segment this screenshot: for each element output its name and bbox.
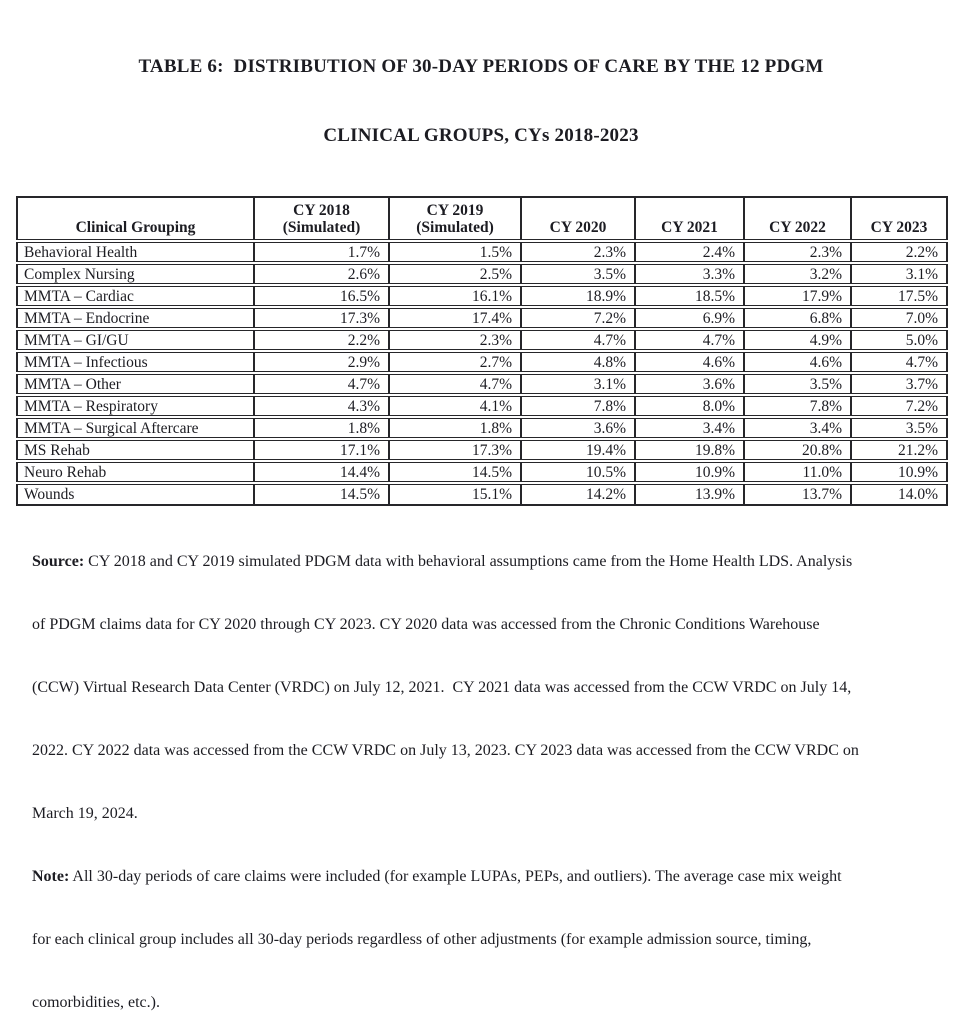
column-header-cy2018 <box>254 197 389 241</box>
column-header-label: CY 2023 <box>870 219 928 236</box>
column-header-label: CY 2019 <box>426 202 484 219</box>
percent-value-cell: 3.1% <box>521 373 635 395</box>
percent-value-cell: 3.6% <box>635 373 744 395</box>
percent-value-cell: 1.8% <box>389 417 521 439</box>
source-note-text: CY 2018 and CY 2019 simulated PDGM data with behavioral assumptions came from the Home Health LDS. Analysis <box>84 553 853 570</box>
source-note-line <box>32 551 948 572</box>
table-row <box>17 439 947 461</box>
note-line: for each clinical group includes all 30-day periods regardless of other adjustments (for example admission source, timing, <box>32 931 812 948</box>
clinical-group-cell: MMTA – Other <box>17 373 254 395</box>
percent-value-cell: 14.5% <box>389 461 521 483</box>
clinical-group-cell: Neuro Rehab <box>17 461 254 483</box>
percent-value-cell: 3.3% <box>635 263 744 285</box>
table-body <box>17 241 947 505</box>
percent-value-cell: 19.4% <box>521 439 635 461</box>
table-notes <box>32 509 948 1034</box>
percent-value-cell: 2.4% <box>635 241 744 263</box>
percent-value-cell: 4.8% <box>521 351 635 373</box>
percent-value-cell: 17.5% <box>851 285 947 307</box>
percent-value-cell: 4.7% <box>254 373 389 395</box>
table-row <box>17 285 947 307</box>
percent-value-cell: 4.1% <box>389 395 521 417</box>
percent-value-cell: 7.2% <box>851 395 947 417</box>
percent-value-cell: 18.9% <box>521 285 635 307</box>
percent-value-cell: 17.4% <box>389 307 521 329</box>
column-header-cy2020 <box>521 197 635 241</box>
note-line: comorbidities, etc.). <box>32 994 160 1011</box>
percent-value-cell: 3.5% <box>744 373 851 395</box>
percent-value-cell: 20.8% <box>744 439 851 461</box>
percent-value-cell: 4.7% <box>521 329 635 351</box>
percent-value-cell: 2.3% <box>389 329 521 351</box>
percent-value-cell: 7.8% <box>521 395 635 417</box>
table-row <box>17 241 947 263</box>
source-note-line: of PDGM claims data for CY 2020 through CY 2023. CY 2020 data was accessed from the Chronic Conditions Warehouse <box>32 616 820 633</box>
clinical-group-cell: MMTA – Cardiac <box>17 285 254 307</box>
percent-value-cell: 4.7% <box>851 351 947 373</box>
percent-value-cell: 11.0% <box>744 461 851 483</box>
table-header <box>17 197 947 241</box>
clinical-group-cell: MMTA – Endocrine <box>17 307 254 329</box>
column-header-cy2023 <box>851 197 947 241</box>
percent-value-cell: 8.0% <box>635 395 744 417</box>
percent-value-cell: 2.7% <box>389 351 521 373</box>
column-header-cy2022 <box>744 197 851 241</box>
percent-value-cell: 7.8% <box>744 395 851 417</box>
percent-value-cell: 13.9% <box>635 483 744 505</box>
column-header-label: CY 2022 <box>769 219 826 236</box>
table-title <box>0 9 962 170</box>
percent-value-cell: 3.4% <box>744 417 851 439</box>
source-note-line: March 19, 2024. <box>32 805 138 822</box>
header-row <box>17 197 947 241</box>
clinical-group-cell: MMTA – Infectious <box>17 351 254 373</box>
percent-value-cell: 2.3% <box>521 241 635 263</box>
table-title-line1: TABLE 6: DISTRIBUTION OF 30-DAY PERIODS OF CARE BY THE 12 PDGM <box>138 56 824 77</box>
percent-value-cell: 3.4% <box>635 417 744 439</box>
column-header-label: CY 2020 <box>549 219 607 236</box>
percent-value-cell: 2.2% <box>254 329 389 351</box>
clinical-group-cell: Behavioral Health <box>17 241 254 263</box>
table-row <box>17 461 947 483</box>
percent-value-cell: 3.5% <box>851 417 947 439</box>
percent-value-cell: 17.1% <box>254 439 389 461</box>
column-header-sublabel: (Simulated) <box>282 219 361 236</box>
table-row <box>17 417 947 439</box>
percent-value-cell: 10.5% <box>521 461 635 483</box>
percent-value-cell: 3.5% <box>521 263 635 285</box>
percent-value-cell: 4.6% <box>635 351 744 373</box>
clinical-group-cell: MMTA – Respiratory <box>17 395 254 417</box>
percent-value-cell: 4.9% <box>744 329 851 351</box>
percent-value-cell: 16.5% <box>254 285 389 307</box>
percent-value-cell: 16.1% <box>389 285 521 307</box>
source-note-line: (CCW) Virtual Research Data Center (VRDC) on July 12, 2021. CY 2021 data was accessed from the CCW VRDC on July 14, <box>32 679 852 696</box>
percent-value-cell: 13.7% <box>744 483 851 505</box>
percent-value-cell: 21.2% <box>851 439 947 461</box>
percent-value-cell: 3.6% <box>521 417 635 439</box>
percent-value-cell: 2.9% <box>254 351 389 373</box>
percent-value-cell: 17.9% <box>744 285 851 307</box>
percent-value-cell: 1.5% <box>389 241 521 263</box>
column-header-sublabel: (Simulated) <box>416 219 494 236</box>
percent-value-cell: 14.2% <box>521 483 635 505</box>
percent-value-cell: 15.1% <box>389 483 521 505</box>
percent-value-cell: 18.5% <box>635 285 744 307</box>
note-text: All 30-day periods of care claims were included (for example LUPAs, PEPs, and outliers). The average case mix weight <box>69 868 842 885</box>
percent-value-cell: 14.5% <box>254 483 389 505</box>
percent-value-cell: 10.9% <box>851 461 947 483</box>
clinical-group-cell: MS Rehab <box>17 439 254 461</box>
percent-value-cell: 17.3% <box>254 307 389 329</box>
percent-value-cell: 7.2% <box>521 307 635 329</box>
table-row <box>17 351 947 373</box>
column-header-label: CY 2021 <box>661 219 718 236</box>
source-note-line: 2022. CY 2022 data was accessed from the CCW VRDC on July 13, 2023. CY 2023 data was accessed from the CCW VRDC on <box>32 742 859 759</box>
percent-value-cell: 3.2% <box>744 263 851 285</box>
table-row <box>17 373 947 395</box>
percent-value-cell: 6.9% <box>635 307 744 329</box>
table-row <box>17 329 947 351</box>
column-header-label: Clinical Grouping <box>75 219 196 236</box>
note-line <box>32 866 948 887</box>
percent-value-cell: 2.3% <box>744 241 851 263</box>
percent-value-cell: 17.3% <box>389 439 521 461</box>
percent-value-cell: 2.6% <box>254 263 389 285</box>
column-header-cy2021 <box>635 197 744 241</box>
column-header-clinical-grouping <box>17 197 254 241</box>
percent-value-cell: 4.6% <box>744 351 851 373</box>
percent-value-cell: 3.1% <box>851 263 947 285</box>
percent-value-cell: 10.9% <box>635 461 744 483</box>
clinical-group-cell: MMTA – Surgical Aftercare <box>17 417 254 439</box>
column-header-cy2019 <box>389 197 521 241</box>
pdgm-distribution-table <box>16 196 948 506</box>
percent-value-cell: 14.4% <box>254 461 389 483</box>
clinical-group-cell: MMTA – GI/GU <box>17 329 254 351</box>
table-row <box>17 483 947 505</box>
percent-value-cell: 4.3% <box>254 395 389 417</box>
percent-value-cell: 4.7% <box>635 329 744 351</box>
column-header-label: CY 2018 <box>293 202 350 219</box>
percent-value-cell: 2.5% <box>389 263 521 285</box>
percent-value-cell: 19.8% <box>635 439 744 461</box>
percent-value-cell: 1.7% <box>254 241 389 263</box>
note-label: Note: <box>32 868 70 885</box>
percent-value-cell: 4.7% <box>389 373 521 395</box>
table-row <box>17 307 947 329</box>
source-label: Source: <box>32 553 85 570</box>
percent-value-cell: 14.0% <box>851 483 947 505</box>
percent-value-cell: 1.8% <box>254 417 389 439</box>
percent-value-cell: 5.0% <box>851 329 947 351</box>
table-row <box>17 263 947 285</box>
percent-value-cell: 3.7% <box>851 373 947 395</box>
clinical-group-cell: Complex Nursing <box>17 263 254 285</box>
table-row <box>17 395 947 417</box>
table-title-line2: CLINICAL GROUPS, CYs 2018-2023 <box>323 125 639 146</box>
percent-value-cell: 2.2% <box>851 241 947 263</box>
percent-value-cell: 6.8% <box>744 307 851 329</box>
clinical-group-cell: Wounds <box>24 486 75 503</box>
percent-value-cell: 7.0% <box>851 307 947 329</box>
